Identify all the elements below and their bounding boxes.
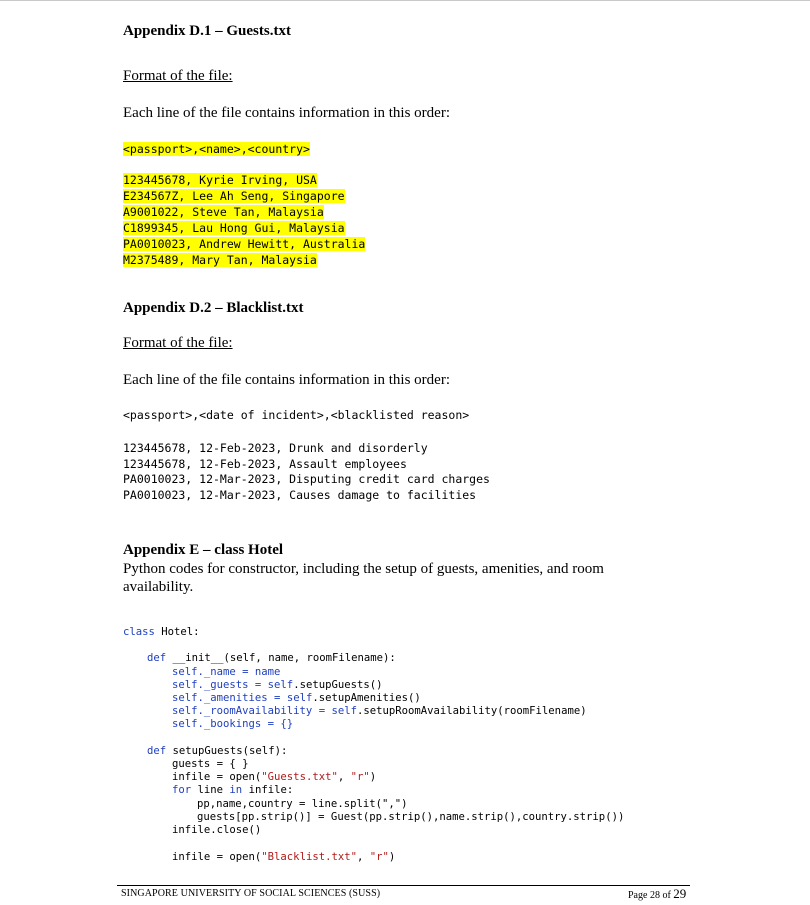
guest-line: A9001022, Steve Tan, Malaysia — [123, 205, 324, 219]
heading-appendix-d2: Appendix D.2 – Blacklist.txt — [123, 300, 304, 316]
format-line-d1: <passport>,<name>,<country> — [123, 142, 310, 156]
code-line-def-setupguests: def setupGuests(self): — [147, 745, 288, 757]
guest-line: C1899345, Lau Hong Gui, Malaysia — [123, 221, 345, 235]
description-e-line2: availability. — [123, 579, 194, 595]
footer-page-number: Page 28 of 29 — [628, 886, 687, 901]
code-line: guests = { } — [172, 758, 249, 770]
description-d1: Each line of the file contains information in this order: — [123, 105, 450, 121]
guest-line: 123445678, Kyrie Irving, USA — [123, 173, 317, 187]
guest-line: PA0010023, Andrew Hewitt, Australia — [123, 237, 366, 251]
code-line: self._name = name — [172, 666, 281, 678]
footer-institution: SINGAPORE UNIVERSITY OF SOCIAL SCIENCES (SUSS) — [121, 888, 381, 899]
blacklist-line: PA0010023, 12-Mar-2023, Disputing credit card charges — [123, 472, 490, 486]
heading-appendix-e: Appendix E – class Hotel — [123, 542, 284, 558]
code-line: pp,name,country = line.split(",") — [197, 798, 408, 810]
heading-appendix-d1: Appendix D.1 – Guests.txt — [123, 23, 291, 39]
code-line: self._guests = self.setupGuests() — [172, 679, 383, 691]
page-top-border — [0, 0, 810, 1]
description-e-line1: Python codes for constructor, including the setup of guests, amenities, and room — [123, 561, 604, 577]
format-label-d2: Format of the file: — [123, 335, 233, 351]
footer-divider — [117, 885, 690, 886]
description-d2: Each line of the file contains information in this order: — [123, 372, 450, 388]
code-line: self._amenities = self.setupAmenities() — [172, 692, 421, 704]
code-line-class: class Hotel: — [123, 626, 200, 638]
format-line-d2: <passport>,<date of incident>,<blacklisted reason> — [123, 408, 470, 422]
code-line: guests[pp.strip()] = Guest(pp.strip(),name.strip(),country.strip()) — [197, 811, 625, 823]
code-keyword: def — [147, 745, 167, 757]
blacklist-line: 123445678, 12-Feb-2023, Assault employees — [123, 457, 407, 471]
code-line-def-init: def __init__(self, name, roomFilename): — [147, 652, 396, 664]
blacklist-line: PA0010023, 12-Mar-2023, Causes damage to facilities — [123, 488, 477, 502]
code-keyword: class — [123, 626, 155, 638]
code-line: self._bookings = {} — [172, 718, 294, 730]
guest-line: E234567Z, Lee Ah Seng, Singapore — [123, 189, 345, 203]
code-line: infile = open("Guests.txt", "r") — [172, 771, 377, 783]
code-line: for line in infile: — [172, 784, 294, 796]
code-line: self._roomAvailability = self.setupRoomAvailability(roomFilename) — [172, 705, 587, 717]
guest-line: M2375489, Mary Tan, Malaysia — [123, 253, 317, 267]
blacklist-line: 123445678, 12-Feb-2023, Drunk and disorderly — [123, 441, 428, 455]
code-keyword: def — [147, 652, 167, 664]
code-line: infile = open("Blacklist.txt", "r") — [172, 851, 396, 863]
code-line: infile.close() — [172, 824, 262, 836]
format-label-d1: Format of the file: — [123, 68, 233, 84]
